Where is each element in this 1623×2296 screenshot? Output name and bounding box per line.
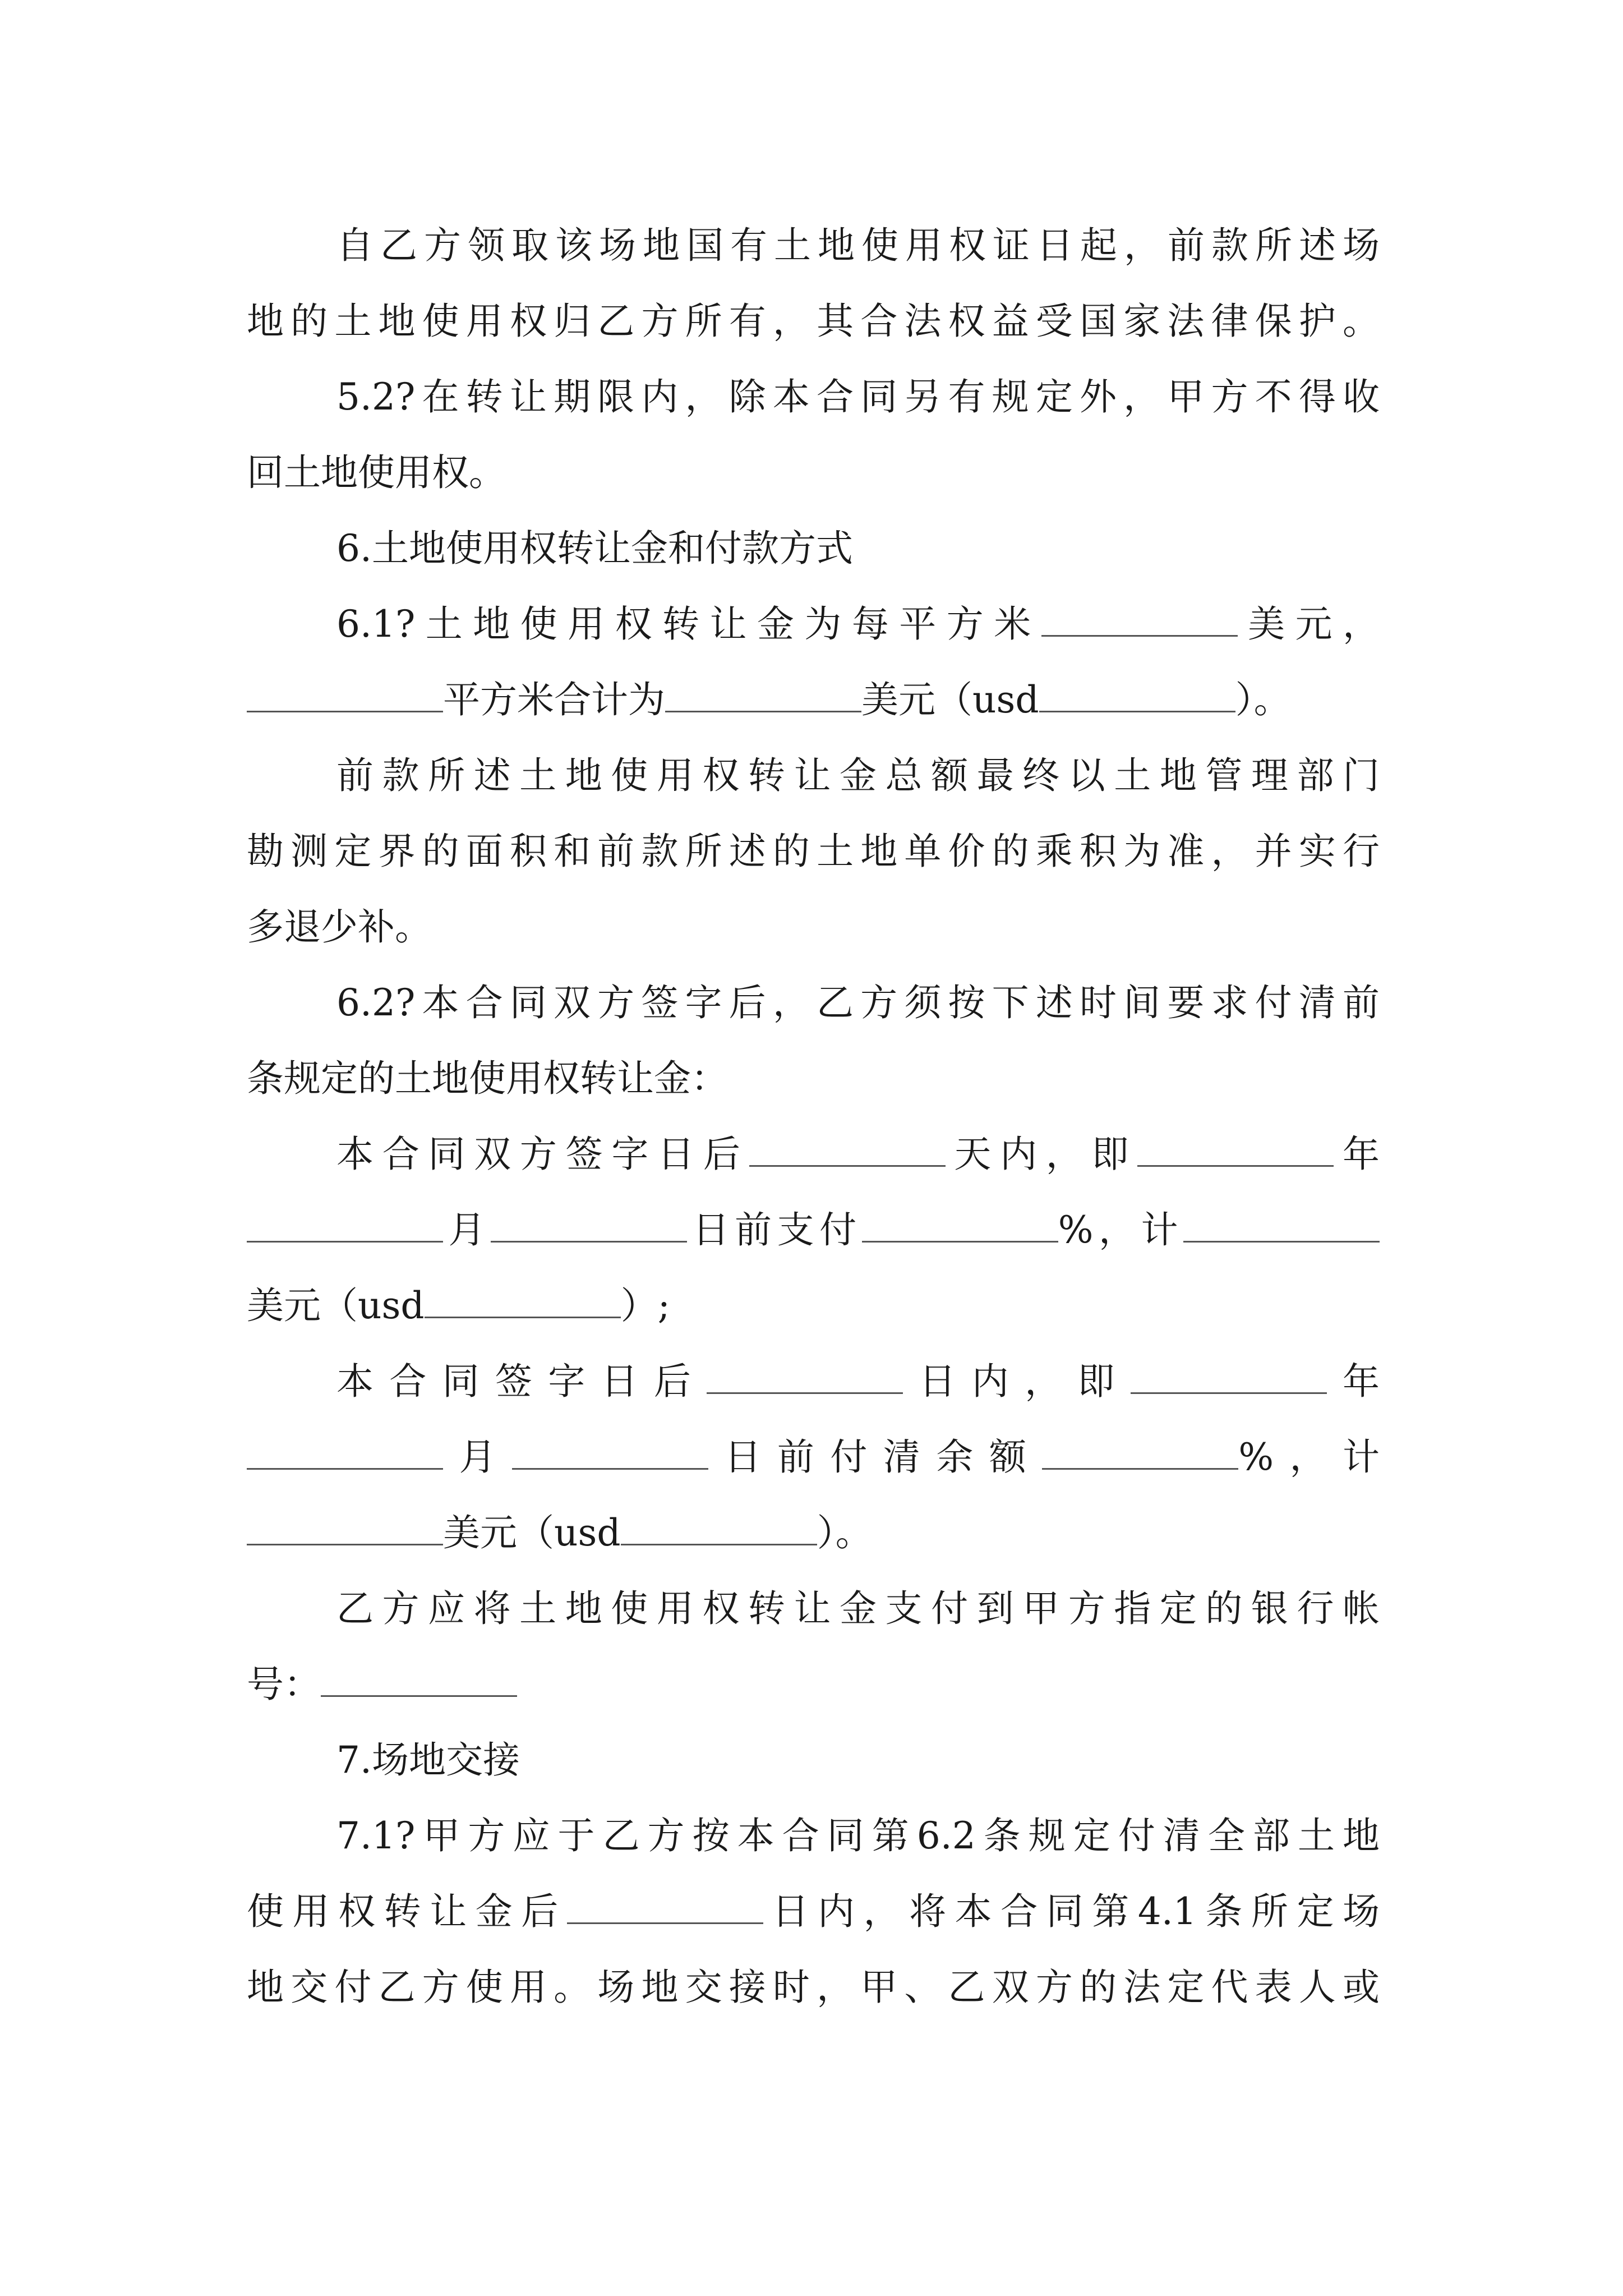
paragraph-line: 勘测定界的面积和前款所述的土地单价的乘积为准，并实行 [247, 830, 1380, 873]
clause-7-1-line: 地交付乙方使用。场地交接时，甲、乙双方的法定代表人或 [247, 1966, 1380, 2009]
clause-7-1-line: 7.1?甲方应于乙方按本合同第6.2条规定付清全部土地 [336, 1814, 1380, 1857]
blank-field[interactable] [1131, 1359, 1327, 1394]
clause-6-1-line: 6.1?土地使用权转让金为每平方米 美元， [336, 602, 1380, 646]
blank-field[interactable] [621, 1510, 817, 1545]
clause-6-2-line: 条规定的土地使用权转让金： [247, 1057, 728, 1100]
blank-field[interactable] [1041, 601, 1238, 637]
paragraph-line: 多退少补。 [247, 905, 432, 949]
blank-field[interactable] [247, 1434, 443, 1470]
section-6-heading: 6.土地使用权转让金和付款方式 [336, 527, 853, 570]
blank-field[interactable] [1039, 677, 1235, 712]
blank-field[interactable] [707, 1359, 903, 1394]
blank-field[interactable] [1137, 1131, 1334, 1167]
blank-field[interactable] [491, 1207, 687, 1243]
blank-field[interactable] [1042, 1434, 1238, 1470]
clause-5-2-line: 回土地使用权。 [247, 451, 506, 494]
paragraph-line: 前款所述土地使用权转让金总额最终以土地管理部门 [336, 754, 1380, 797]
bank-account-line: 号： [247, 1651, 1380, 1718]
paragraph-line: 自乙方领取该场地国有土地使用权证日起，前款所述场 [336, 224, 1380, 267]
payment-1-line: 美元（usd ）; [247, 1284, 670, 1327]
clause-7-1-line: 使用权转让金后 日内，将本合同第4.1条所定场 [247, 1890, 1380, 1933]
blank-field[interactable] [862, 1207, 1058, 1243]
blank-field[interactable] [425, 1283, 621, 1318]
blank-field[interactable] [247, 1510, 443, 1545]
blank-field[interactable] [512, 1434, 708, 1470]
payment-1-line: 月 日前支付 %，计 [247, 1197, 1380, 1264]
blank-field[interactable] [247, 677, 443, 712]
clause-5-2-line: 5.2?在转让期限内，除本合同另有规定外，甲方不得收 [336, 375, 1380, 418]
blank-field[interactable] [567, 1889, 763, 1924]
payment-1-line: 本合同双方签字日后 天内，即 年 [336, 1133, 1380, 1176]
bank-account-line: 乙方应将土地使用权转让金支付到甲方指定的银行帐 [336, 1587, 1380, 1630]
payment-2-line: 本合同签字日后 日内，即 年 [336, 1360, 1380, 1403]
blank-field[interactable] [665, 677, 861, 712]
paragraph-line: 地的土地使用权归乙方所有，其合法权益受国家法律保护。 [247, 300, 1380, 343]
payment-2-line: 月 日前付清余额 %，计 [247, 1424, 1380, 1491]
clause-6-1-line: 平方米合计为 美元（usd ）。 [247, 666, 1380, 734]
section-7-heading: 7.场地交接 [336, 1738, 520, 1782]
blank-field[interactable] [247, 1207, 443, 1243]
payment-2-line: 美元（usd ）。 [247, 1499, 1380, 1567]
blank-field[interactable] [1183, 1207, 1380, 1243]
clause-6-2-line: 6.2?本合同双方签字后，乙方须按下述时间要求付清前 [336, 981, 1380, 1024]
blank-field[interactable] [749, 1131, 946, 1167]
bank-account-blank[interactable] [321, 1662, 517, 1697]
